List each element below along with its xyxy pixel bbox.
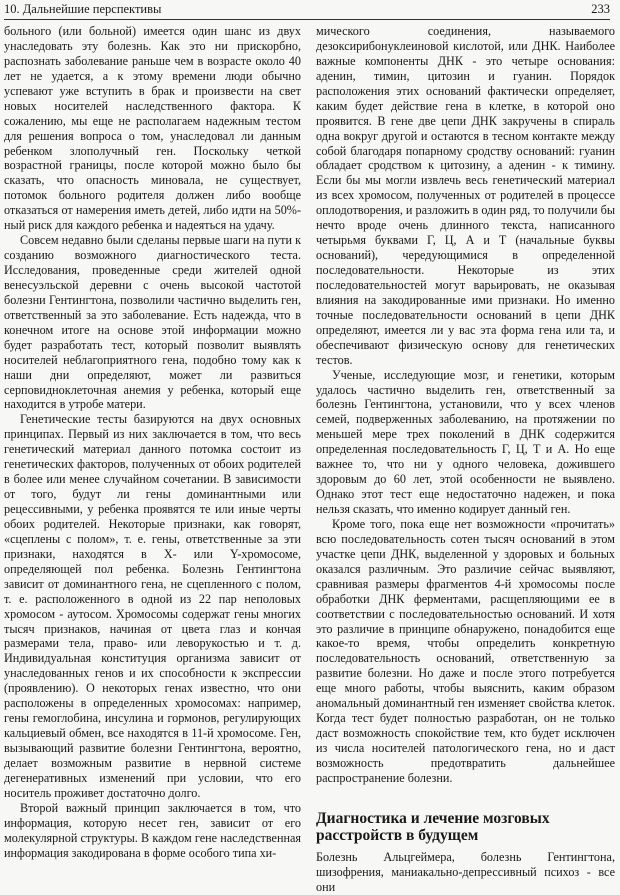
- section-heading-line: Диагностика и лечение мозговых: [316, 809, 550, 827]
- section-heading-line: расстройств в будущем: [316, 826, 479, 844]
- left-column: [4, 24, 301, 861]
- paragraph: Второй важный принцип заключается в том, что информация, которую несет ген, зависит от его молекулярной структуры. В каждом гене наследственная информация закодирована в форме особого типа хи-: [4, 800, 301, 860]
- paragraph: Генетические тесты базируются на двух основных принципах. Первый из них заключается в том, что весь генетический материал данного потомка состоит из генетических факторов, полученных от обоих родителей в более или менее случайном сочетании. В зависимости от того, будут ли гены доминантными или рецессивными, у ребенка проявятся те или иные черты обоих родителей. Некоторые признаки, как говорят, «сцеплены с полом», т. е. гены, ответственные за эти признаки, находятся в Х- или Y-хромосоме, определяющей пол ребенка. Болезнь Гентингтона зависит от доминантного гена, не сцепленного с полом, т. е. расположенного в одной из 22 пар неполовых хромосом - аутосом. Хромосомы содержат гены многих тысяч признаков, начиная от цвета глаз и кончая размерами тела, право- или леворукостью и т. д. Индивидуальная конституция организма зависит от унаследованных генов и их способности к экспрессии (проявлению). О некоторых генах известно, что они расположены в определенных хромосомах: например, гены гемоглобина, инсулина и гормонов, регулирующих кальциевый обмен, все находятся в 11-й хромосоме. Ген, вызывающий развитие болезни Гентингтона, вероятно, делает возможным развитие в нервной системе дегенеративных изменений при условии, что его носитель проживет достаточно долго.: [4, 412, 301, 800]
- chapter-title: 10. Дальнейшие перспективы: [4, 2, 162, 16]
- paragraph: больного (или больной) имеется один шанс из двух унаследовать эту болезнь. Как это ни прискорбно, распознать заболевание раньше чем в возрасте около 40 лет не удается, а к этому времени люди обычно успевают уже вступить в брак и произвести на свет новых носителей наследственного фактора. К сожалению, мы еще не располагаем надежным тестом для решения вопроса о том, унаследовал ли данным ребенком злополучный ген. Поскольку четкой возрастной границы, после которой можно было бы сказать, что опасность миновала, не существует, потомок больного родителя должен либо вообще отказаться от намерения иметь детей, либо идти на 50%-ный риск для каждого ребенка и надеяться на удачу.: [4, 24, 301, 233]
- section-start-paragraph: Болезнь Альцгеймера, болезнь Гентингтона, шизофрения, маниакально-депрессивный психоз - все они: [316, 849, 615, 894]
- running-header: [4, 2, 610, 20]
- right-column: [316, 24, 615, 895]
- paragraph: Кроме того, пока еще нет возможности «прочитать» всю последовательность сотен тысяч оснований в этом участке цепи ДНК, выделенной у здоровых и больных оказался различным. Это различие сейчас выявляют, сравнивая размеры фрагментов 4-й хромосомы после обработки ДНК ферментами, расщепляющими ее в соответствии с последовательностью оснований. И хотя это различие в принципе обнаружено, понадобится еще какое-то время, чтобы определить конкретную последовательность оснований, ответственную за развитие болезни. Но даже и после этого потребуется еще много работы, чтобы выяснить, каким образом аномальный доминантный ген изменяет свойства клеток. Когда тест будет полностью разработан, он не только даст возможность спокойствие тем, кто будет исключен из числа носителей патологического гена, но и даст возможность предотвратить дальнейшее распространение болезни.: [316, 516, 615, 785]
- page-number: 233: [591, 2, 610, 16]
- paragraph: Ученые, исследующие мозг, и генетики, которым удалось частично выделить ген, ответственный за болезнь Гентингтона, установили, что у всех членов семей, подверженных заболеванию, на протяжении по меньшей мере трех поколений в ДНК содержится определенная последовательность Г, Ц, Т и А. Но еще важнее то, что ни у одного человека, дожившего здоровым до 60 лет, этой особенности не выявлено. Однако этот тест еще недостаточно надежен, и пока нельзя сказать, что именно кодирует данный ген.: [316, 367, 615, 516]
- paragraph: Совсем недавно были сделаны первые шаги на пути к созданию возможного диагностического теста. Исследования, проведенные среди жителей одной венесуэльской деревни с очень высокой частотой болезни Гентингтона, позволили частично выделить ген, ответственный за это заболевание. Есть надежда, что в конечном итоге на основе этой информации можно будет разработать тест, который позволит выявлять носителей неблагоприятного гена, подобно тому как к наши дни определяют, может ли развиться серповидноклеточная анемия у ребенка, который еще находится в утробе матери.: [4, 233, 301, 412]
- paragraph: мического соединения, называемого дезоксирибонуклеиновой кислотой, или ДНК. Наиболее важные компоненты ДНК - это четыре основания: аденин, тимин, цитозин и гуанин. Порядок расположения этих оснований фактически определяет, каким будет действие гена в клетке, в которой оно проявится. В гене две цепи ДНК закручены в спираль одна вокруг другой и остаются в тесном контакте между собой благодаря попарному сродству оснований: гуанин обладает сродством к цитозину, а аденин - к тимину. Если бы мы могли извлечь весь генетический материал из всех хромосом, полученных от родителей в процессе оплодотворения, и разложить в один ряд, то получили бы нечто вроде очень длинного текста, написанного четырьмя буквами Г, Ц, А и Т (начальные буквы оснований), чередующимися в определенной последовательности. Некоторые из этих последовательностей могут варьировать, не оказывая влияния на закодированные ими признаки. Но именно точные последовательности оснований в цепи ДНК определяют, имеется ли у вас эта форма гена или та, и обеспечивают физическую основу для генетических тестов.: [316, 24, 616, 367]
- section-heading: [316, 810, 615, 844]
